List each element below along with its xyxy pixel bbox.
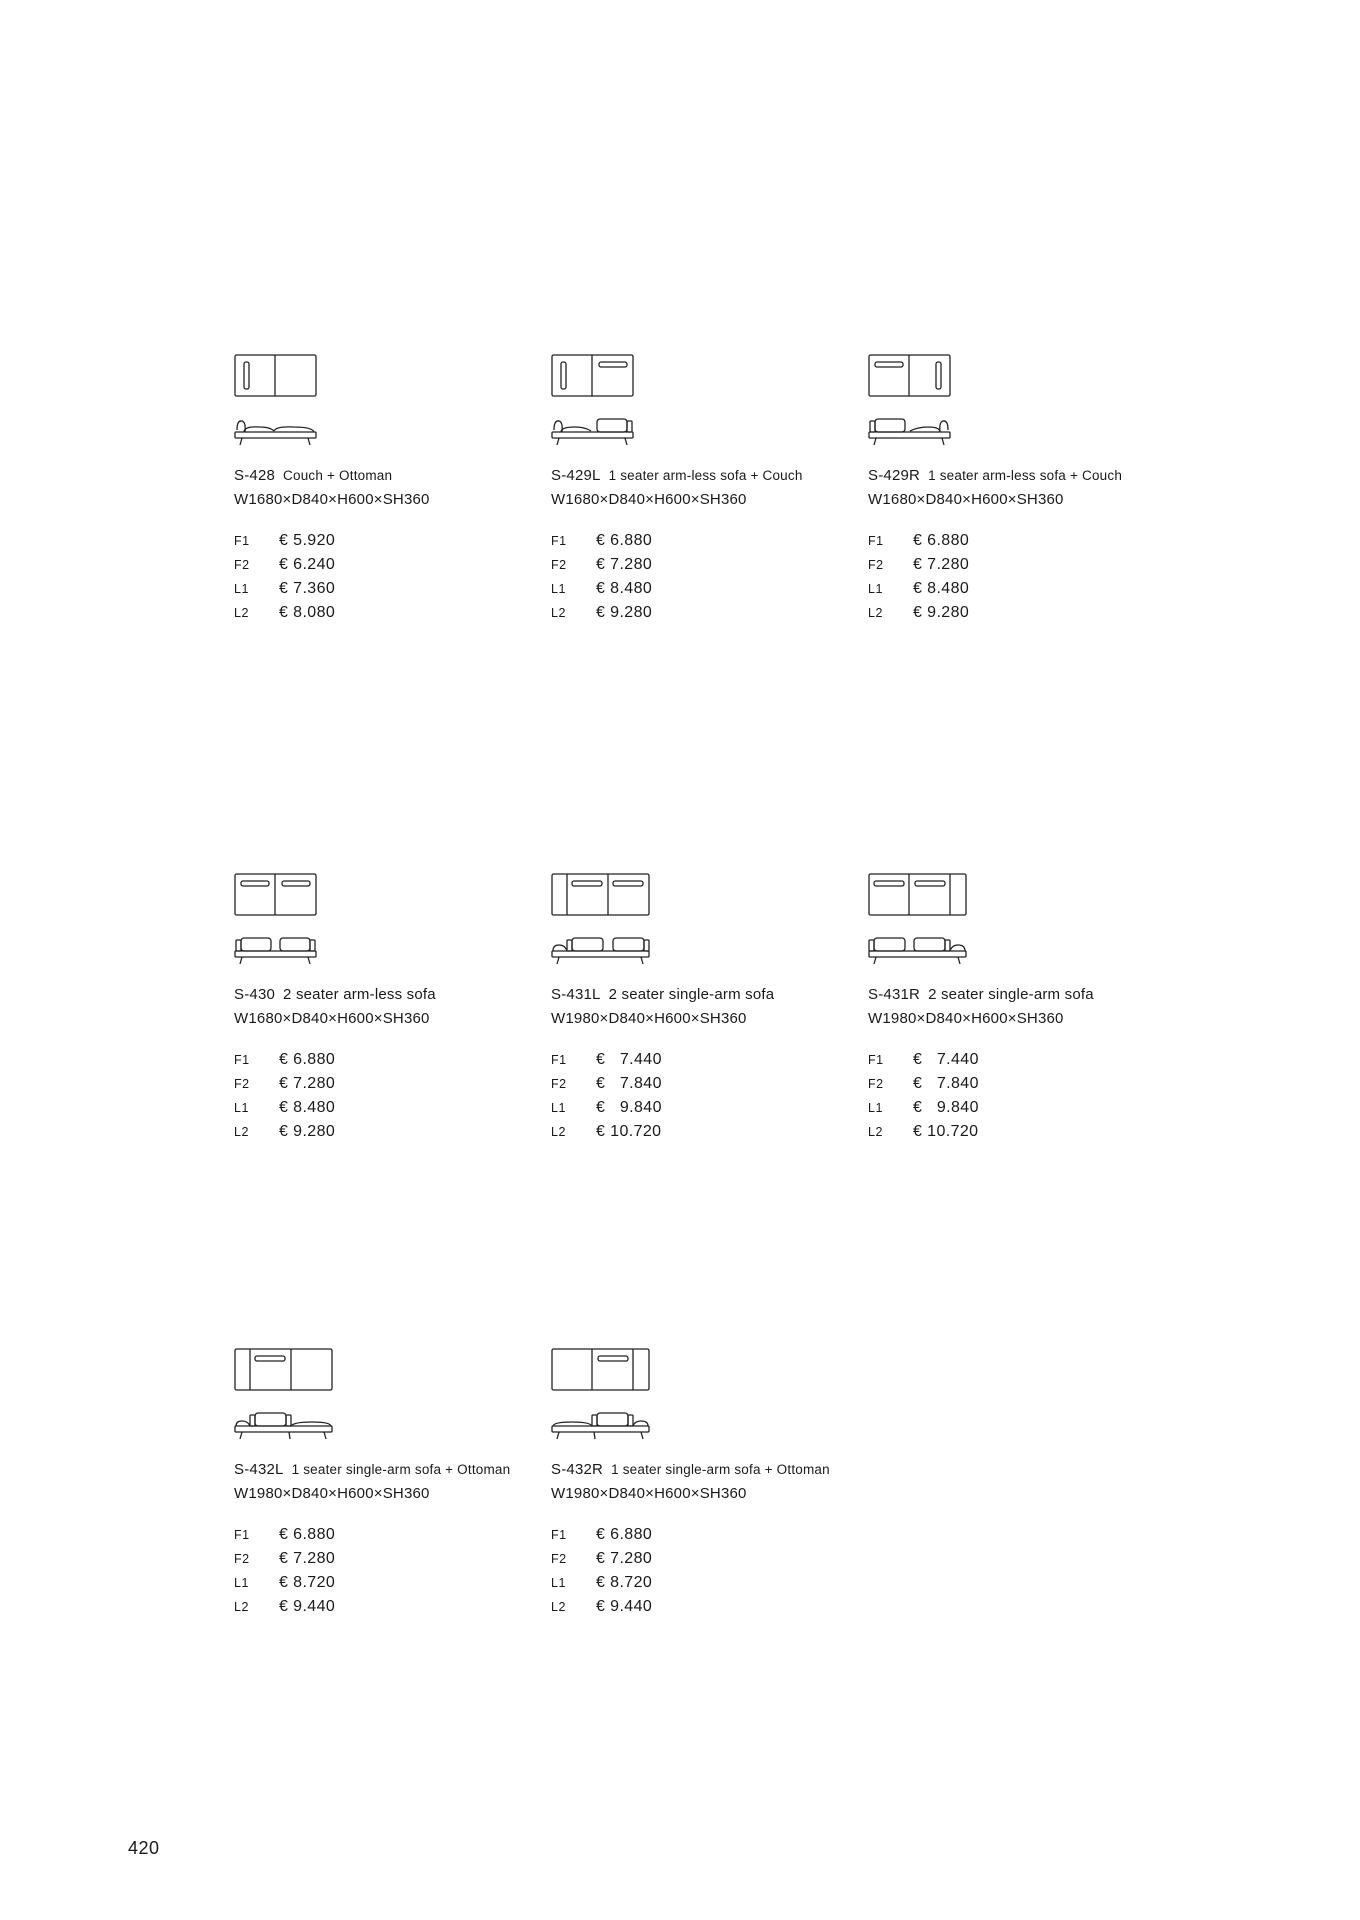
sofa-front-icon bbox=[551, 935, 861, 967]
grade-label: F1 bbox=[551, 1528, 567, 1542]
grade-label: L2 bbox=[868, 606, 883, 620]
sofa-plan-icon bbox=[551, 873, 861, 917]
price-value: € 7.840 bbox=[596, 1075, 662, 1092]
price-row bbox=[551, 1099, 861, 1123]
product-s-432l bbox=[234, 1348, 544, 1622]
product-dimensions: W1680×D840×H600×SH360 bbox=[234, 1010, 430, 1027]
sofa-front-icon bbox=[234, 935, 544, 967]
product-description: 1 seater arm-less sofa + Couch bbox=[608, 468, 803, 483]
grade-label: L1 bbox=[868, 1101, 883, 1115]
product-code: S-432R bbox=[551, 1461, 604, 1478]
price-list bbox=[234, 1051, 544, 1147]
sofa-plan-icon bbox=[868, 873, 1178, 917]
product-code: S-431L bbox=[551, 986, 601, 1003]
price-value: € 9.440 bbox=[279, 1598, 336, 1615]
price-value: € 6.880 bbox=[279, 1526, 336, 1543]
price-row bbox=[868, 604, 1178, 628]
price-value: € 7.280 bbox=[279, 1550, 336, 1567]
product-code: S-431R bbox=[868, 986, 921, 1003]
product-code: S-430 bbox=[234, 986, 276, 1003]
grade-label: F1 bbox=[234, 1053, 250, 1067]
product-s-432r bbox=[551, 1348, 861, 1622]
price-value: € 6.880 bbox=[596, 1526, 653, 1543]
price-list bbox=[551, 532, 861, 628]
price-row bbox=[234, 1598, 544, 1622]
grade-label: L1 bbox=[234, 1101, 249, 1115]
price-value: € 10.720 bbox=[596, 1123, 662, 1140]
price-row bbox=[234, 1574, 544, 1598]
product-s-431l bbox=[551, 873, 861, 1147]
product-description: 1 seater single-arm sofa + Ottoman bbox=[611, 1462, 830, 1477]
price-value: € 9.840 bbox=[913, 1099, 979, 1116]
sofa-front-icon bbox=[234, 416, 544, 448]
product-code: S-429L bbox=[551, 467, 601, 484]
grade-label: L2 bbox=[551, 1600, 566, 1614]
price-value: € 8.480 bbox=[279, 1099, 336, 1116]
price-list bbox=[551, 1051, 861, 1147]
grade-label: F1 bbox=[234, 534, 250, 548]
price-value: € 8.480 bbox=[596, 580, 653, 597]
product-dimensions: W1680×D840×H600×SH360 bbox=[234, 491, 430, 508]
product-code: S-428 bbox=[234, 467, 276, 484]
product-dimensions: W1680×D840×H600×SH360 bbox=[868, 491, 1064, 508]
product-dimensions: W1680×D840×H600×SH360 bbox=[551, 491, 747, 508]
grade-label: L2 bbox=[234, 606, 249, 620]
product-description: 1 seater arm-less sofa + Couch bbox=[928, 468, 1123, 483]
product-s-429l bbox=[551, 354, 861, 628]
grade-label: F2 bbox=[234, 1077, 250, 1091]
price-row bbox=[868, 1123, 1178, 1147]
price-value: € 7.440 bbox=[596, 1051, 662, 1068]
price-value: € 7.280 bbox=[596, 556, 653, 573]
price-row bbox=[234, 1526, 544, 1550]
grade-label: L2 bbox=[868, 1125, 883, 1139]
product-dimensions: W1980×D840×H600×SH360 bbox=[234, 1485, 430, 1502]
price-value: € 9.840 bbox=[596, 1099, 662, 1116]
sofa-plan-icon bbox=[551, 354, 861, 398]
product-code: S-429R bbox=[868, 467, 921, 484]
product-description: 2 seater single-arm sofa bbox=[608, 986, 775, 1003]
price-row bbox=[234, 1051, 544, 1075]
price-row bbox=[551, 1075, 861, 1099]
sofa-plan-icon bbox=[868, 354, 1178, 398]
price-value: € 9.280 bbox=[913, 604, 970, 621]
price-value: € 8.720 bbox=[279, 1574, 336, 1591]
price-row bbox=[551, 1574, 861, 1598]
price-value: € 6.880 bbox=[913, 532, 970, 549]
price-row bbox=[234, 532, 544, 556]
grade-label: L1 bbox=[551, 1101, 566, 1115]
grade-label: F1 bbox=[868, 1053, 884, 1067]
price-row bbox=[551, 580, 861, 604]
price-value: € 7.280 bbox=[596, 1550, 653, 1567]
price-list bbox=[868, 1051, 1178, 1147]
grade-label: F1 bbox=[551, 534, 567, 548]
price-value: € 8.720 bbox=[596, 1574, 653, 1591]
grade-label: F2 bbox=[551, 558, 567, 572]
grade-label: L1 bbox=[551, 1576, 566, 1590]
product-s-431r bbox=[868, 873, 1178, 1147]
price-row bbox=[234, 1550, 544, 1574]
product-description: 2 seater arm-less sofa bbox=[283, 986, 436, 1003]
sofa-front-icon bbox=[868, 416, 1178, 448]
price-value: € 7.440 bbox=[913, 1051, 979, 1068]
grade-label: F2 bbox=[551, 1077, 567, 1091]
price-row bbox=[868, 556, 1178, 580]
price-row bbox=[551, 1550, 861, 1574]
price-row bbox=[868, 1099, 1178, 1123]
sofa-front-icon bbox=[868, 935, 1178, 967]
sofa-plan-icon bbox=[551, 1348, 861, 1392]
price-row bbox=[551, 556, 861, 580]
price-row bbox=[868, 532, 1178, 556]
grade-label: L2 bbox=[234, 1600, 249, 1614]
grade-label: F2 bbox=[234, 1552, 250, 1566]
price-row bbox=[868, 580, 1178, 604]
product-s-429r bbox=[868, 354, 1178, 628]
grade-label: L1 bbox=[234, 1576, 249, 1590]
product-code: S-432L bbox=[234, 1461, 284, 1478]
grade-label: F1 bbox=[551, 1053, 567, 1067]
product-description: 2 seater single-arm sofa bbox=[928, 986, 1094, 1003]
sofa-front-icon bbox=[551, 1410, 861, 1442]
grade-label: L2 bbox=[551, 1125, 566, 1139]
product-dimensions: W1980×D840×H600×SH360 bbox=[868, 1010, 1064, 1027]
product-dimensions: W1980×D840×H600×SH360 bbox=[551, 1485, 747, 1502]
price-value: € 6.880 bbox=[596, 532, 653, 549]
price-value: € 6.880 bbox=[279, 1051, 336, 1068]
price-list bbox=[868, 532, 1178, 628]
sofa-plan-icon bbox=[234, 1348, 544, 1392]
price-row bbox=[234, 1099, 544, 1123]
grade-label: L2 bbox=[551, 606, 566, 620]
price-row bbox=[234, 556, 544, 580]
price-value: € 9.280 bbox=[279, 1123, 336, 1140]
price-value: € 9.440 bbox=[596, 1598, 653, 1615]
price-row bbox=[551, 1123, 861, 1147]
price-value: € 7.280 bbox=[913, 556, 970, 573]
price-list bbox=[551, 1526, 861, 1622]
price-value: € 9.280 bbox=[596, 604, 653, 621]
product-s-430 bbox=[234, 873, 544, 1147]
price-row bbox=[551, 1598, 861, 1622]
price-value: € 10.720 bbox=[913, 1123, 979, 1140]
product-description: 1 seater single-arm sofa + Ottoman bbox=[291, 1462, 511, 1477]
price-value: € 8.080 bbox=[279, 604, 336, 621]
price-row bbox=[234, 1075, 544, 1099]
price-row bbox=[234, 604, 544, 628]
sofa-front-icon bbox=[551, 416, 861, 448]
grade-label: F2 bbox=[868, 1077, 884, 1091]
product-description: Couch + Ottoman bbox=[283, 468, 393, 483]
grade-label: F2 bbox=[551, 1552, 567, 1566]
sofa-plan-icon bbox=[234, 873, 544, 917]
product-dimensions: W1980×D840×H600×SH360 bbox=[551, 1010, 747, 1027]
price-list bbox=[234, 532, 544, 628]
sofa-plan-icon bbox=[234, 354, 544, 398]
price-row bbox=[551, 532, 861, 556]
price-row bbox=[234, 580, 544, 604]
price-value: € 7.840 bbox=[913, 1075, 979, 1092]
grade-label: F1 bbox=[868, 534, 884, 548]
page-number: 420 bbox=[128, 1838, 160, 1858]
grade-label: F2 bbox=[868, 558, 884, 572]
price-value: € 5.920 bbox=[279, 532, 336, 549]
price-row bbox=[551, 1526, 861, 1550]
sofa-front-icon bbox=[234, 1410, 544, 1442]
price-value: € 6.240 bbox=[279, 556, 336, 573]
price-value: € 8.480 bbox=[913, 580, 970, 597]
grade-label: L1 bbox=[868, 582, 883, 596]
grade-label: L2 bbox=[234, 1125, 249, 1139]
grade-label: L1 bbox=[551, 582, 566, 596]
price-value: € 7.280 bbox=[279, 1075, 336, 1092]
price-list bbox=[234, 1526, 544, 1622]
price-row bbox=[234, 1123, 544, 1147]
grade-label: L1 bbox=[234, 582, 249, 596]
price-row bbox=[868, 1075, 1178, 1099]
price-row bbox=[551, 1051, 861, 1075]
grade-label: F2 bbox=[234, 558, 250, 572]
price-row bbox=[551, 604, 861, 628]
product-s-428 bbox=[234, 354, 544, 628]
grade-label: F1 bbox=[234, 1528, 250, 1542]
price-row bbox=[868, 1051, 1178, 1075]
price-value: € 7.360 bbox=[279, 580, 336, 597]
